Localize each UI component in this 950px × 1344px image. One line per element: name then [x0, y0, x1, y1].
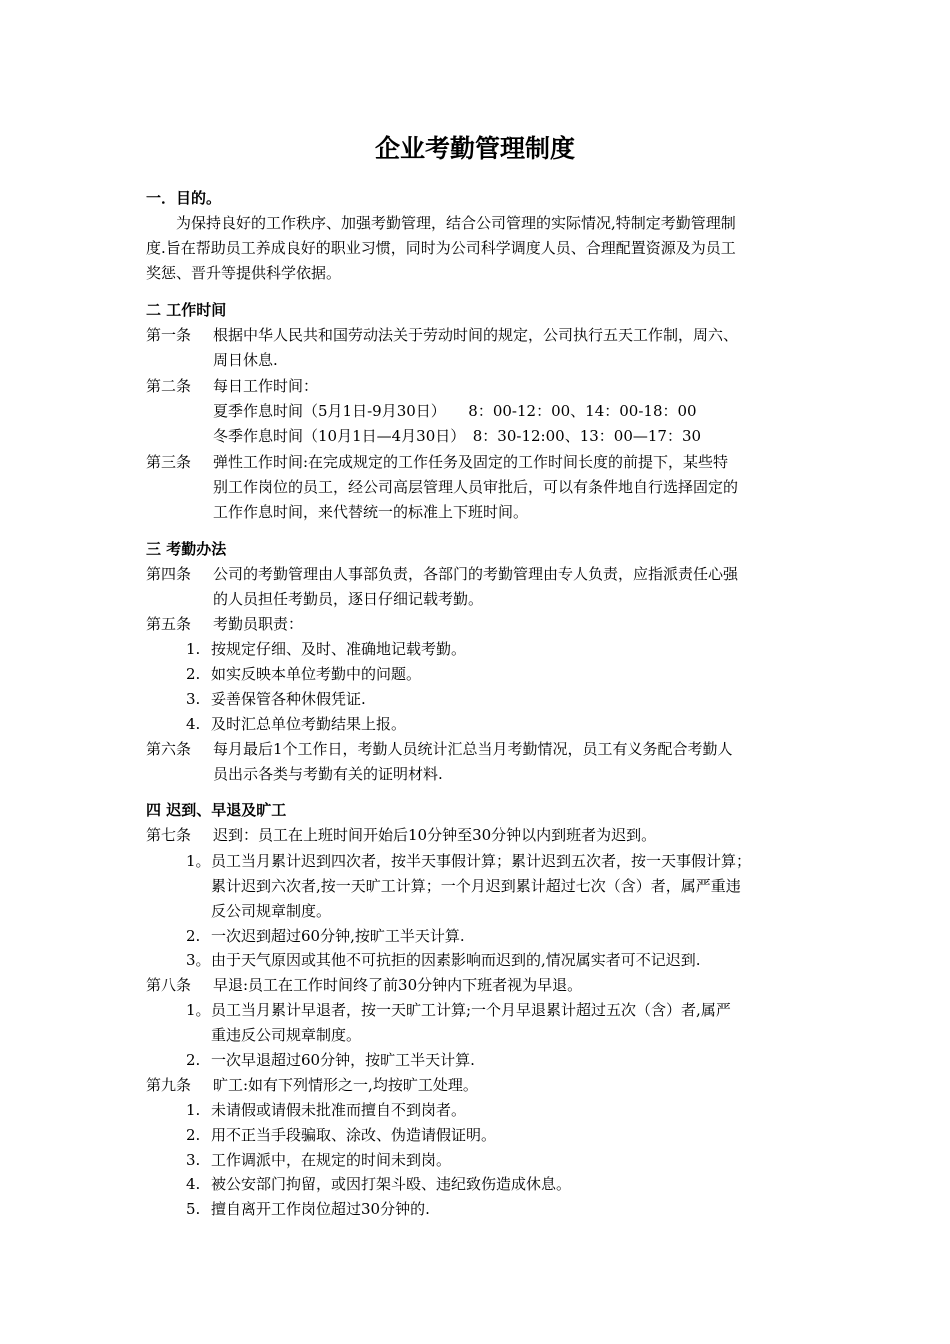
list-item: 用不正当手段骗取、涂改、伪造请假证明。	[211, 1126, 497, 1144]
list-item: 擅自离开工作岗位超过30分钟的.	[211, 1200, 430, 1218]
article-text: 工作作息时间，来代替统一的标准上下班时间。	[213, 503, 529, 521]
list-number: 1.	[186, 640, 201, 658]
list-item: 由于天气原因或其他不可抗拒的因素影响而迟到的,情况属实者可不记迟到.	[211, 951, 701, 969]
list-number: 3。	[186, 951, 211, 969]
list-number: 3.	[186, 690, 201, 708]
article-text: 周日休息.	[213, 351, 278, 369]
list-number: 5.	[186, 1200, 201, 1218]
article-text: 根据中华人民共和国劳动法关于劳动时间的规定，公司执行五天工作制，周六、	[213, 326, 739, 344]
article-text: 每月最后1个工作日，考勤人员统计汇总当月考勤情况，员工有义务配合考勤人	[213, 740, 733, 758]
list-item: 员工当月累计迟到四次者，按半天事假计算；累计迟到五次者，按一天事假计算；	[211, 852, 752, 870]
article-text: 别工作岗位的员工，经公司高层管理人员审批后，可以有条件地自行选择固定的	[213, 478, 739, 496]
list-item: 按规定仔细、及时、准确地记载考勤。	[211, 640, 467, 658]
list-item: 一次迟到超过60分钟,按旷工半天计算.	[211, 927, 465, 945]
article-text: 考勤员职责：	[213, 615, 304, 633]
section-heading-attendance-method: 三 考勤办法	[146, 540, 227, 558]
article-text: 公司的考勤管理由人事部负责，各部门的考勤管理由专人负责，应指派责任心强	[213, 565, 739, 583]
article-text: 每日工作时间：	[213, 377, 319, 395]
list-number: 2.	[186, 927, 201, 945]
list-number: 4.	[186, 715, 201, 733]
article-label: 第四条	[146, 565, 192, 583]
article-text: 的人员担任考勤员，逐日仔细记载考勤。	[213, 590, 484, 608]
article-label: 第五条	[146, 615, 192, 633]
article-text: 早退:员工在工作时间终了前30分钟内下班者视为早退。	[213, 976, 583, 994]
list-number: 4.	[186, 1175, 201, 1193]
paragraph-line: 奖惩、晋升等提供科学依据。	[146, 264, 342, 282]
document-title: 企业考勤管理制度	[374, 134, 575, 163]
article-label: 第二条	[146, 377, 192, 395]
article-label: 第一条	[146, 326, 192, 344]
list-item: 一次早退超过60分钟，按旷工半天计算.	[211, 1051, 475, 1069]
article-label: 第六条	[146, 740, 192, 758]
list-item: 反公司规章制度。	[211, 902, 332, 920]
list-item: 重违反公司规章制度。	[211, 1026, 362, 1044]
list-item: 及时汇总单位考勤结果上报。	[211, 715, 407, 733]
list-number: 1.	[186, 1101, 201, 1119]
list-number: 1。	[186, 852, 211, 870]
list-item: 如实反映本单位考勤中的问题。	[211, 665, 422, 683]
article-text: 迟到：员工在上班时间开始后10分钟至30分钟以内到班者为迟到。	[213, 826, 657, 844]
section-heading-purpose: 一．目的。	[146, 189, 222, 207]
list-number: 2.	[186, 1051, 201, 1069]
list-item: 累计迟到六次者,按一天旷工计算；一个月迟到累计超过七次（含）者，属严重违	[211, 877, 741, 895]
list-number: 2.	[186, 1126, 201, 1144]
article-label: 第九条	[146, 1076, 192, 1094]
article-label: 第七条	[146, 826, 192, 844]
article-label: 第八条	[146, 976, 192, 994]
list-number: 3.	[186, 1151, 201, 1169]
summer-schedule: 夏季作息时间（5月1日-9月30日） 8：00-12：00、14：00-18：00	[213, 402, 697, 420]
section-heading-late-early-absence: 四 迟到、早退及旷工	[146, 801, 287, 819]
article-text: 旷工:如有下列情形之一,均按旷工处理。	[213, 1076, 478, 1094]
paragraph-line: 为保持良好的工作秩序、加强考勤管理，结合公司管理的实际情况,特制定考勤管理制	[176, 214, 736, 232]
article-label: 第三条	[146, 453, 192, 471]
article-text: 员出示各类与考勤有关的证明材料.	[213, 765, 443, 783]
list-item: 被公安部门拘留，或因打架斗殴、违纪致伤造成休息。	[211, 1175, 572, 1193]
winter-schedule: 冬季作息时间（10月1日—4月30日） 8：30-12:00、13：00—17：30	[213, 427, 702, 445]
list-item: 妥善保管各种休假凭证.	[211, 690, 366, 708]
paragraph-line: 度.旨在帮助员工养成良好的职业习惯，同时为公司科学调度人员、合理配置资源及为员工	[146, 239, 736, 257]
list-item: 工作调派中，在规定的时间未到岗。	[211, 1151, 452, 1169]
article-text: 弹性工作时间:在完成规定的工作任务及固定的工作时间长度的前提下，某些特	[213, 453, 729, 471]
list-item: 未请假或请假未批准而擅自不到岗者。	[211, 1101, 467, 1119]
list-number: 2.	[186, 665, 201, 683]
section-heading-work-time: 二 工作时间	[146, 301, 227, 319]
list-number: 1。	[186, 1001, 211, 1019]
list-item: 员工当月累计早退者，按一天旷工计算;一个月早退累计超过五次（含）者,属严	[211, 1001, 731, 1019]
